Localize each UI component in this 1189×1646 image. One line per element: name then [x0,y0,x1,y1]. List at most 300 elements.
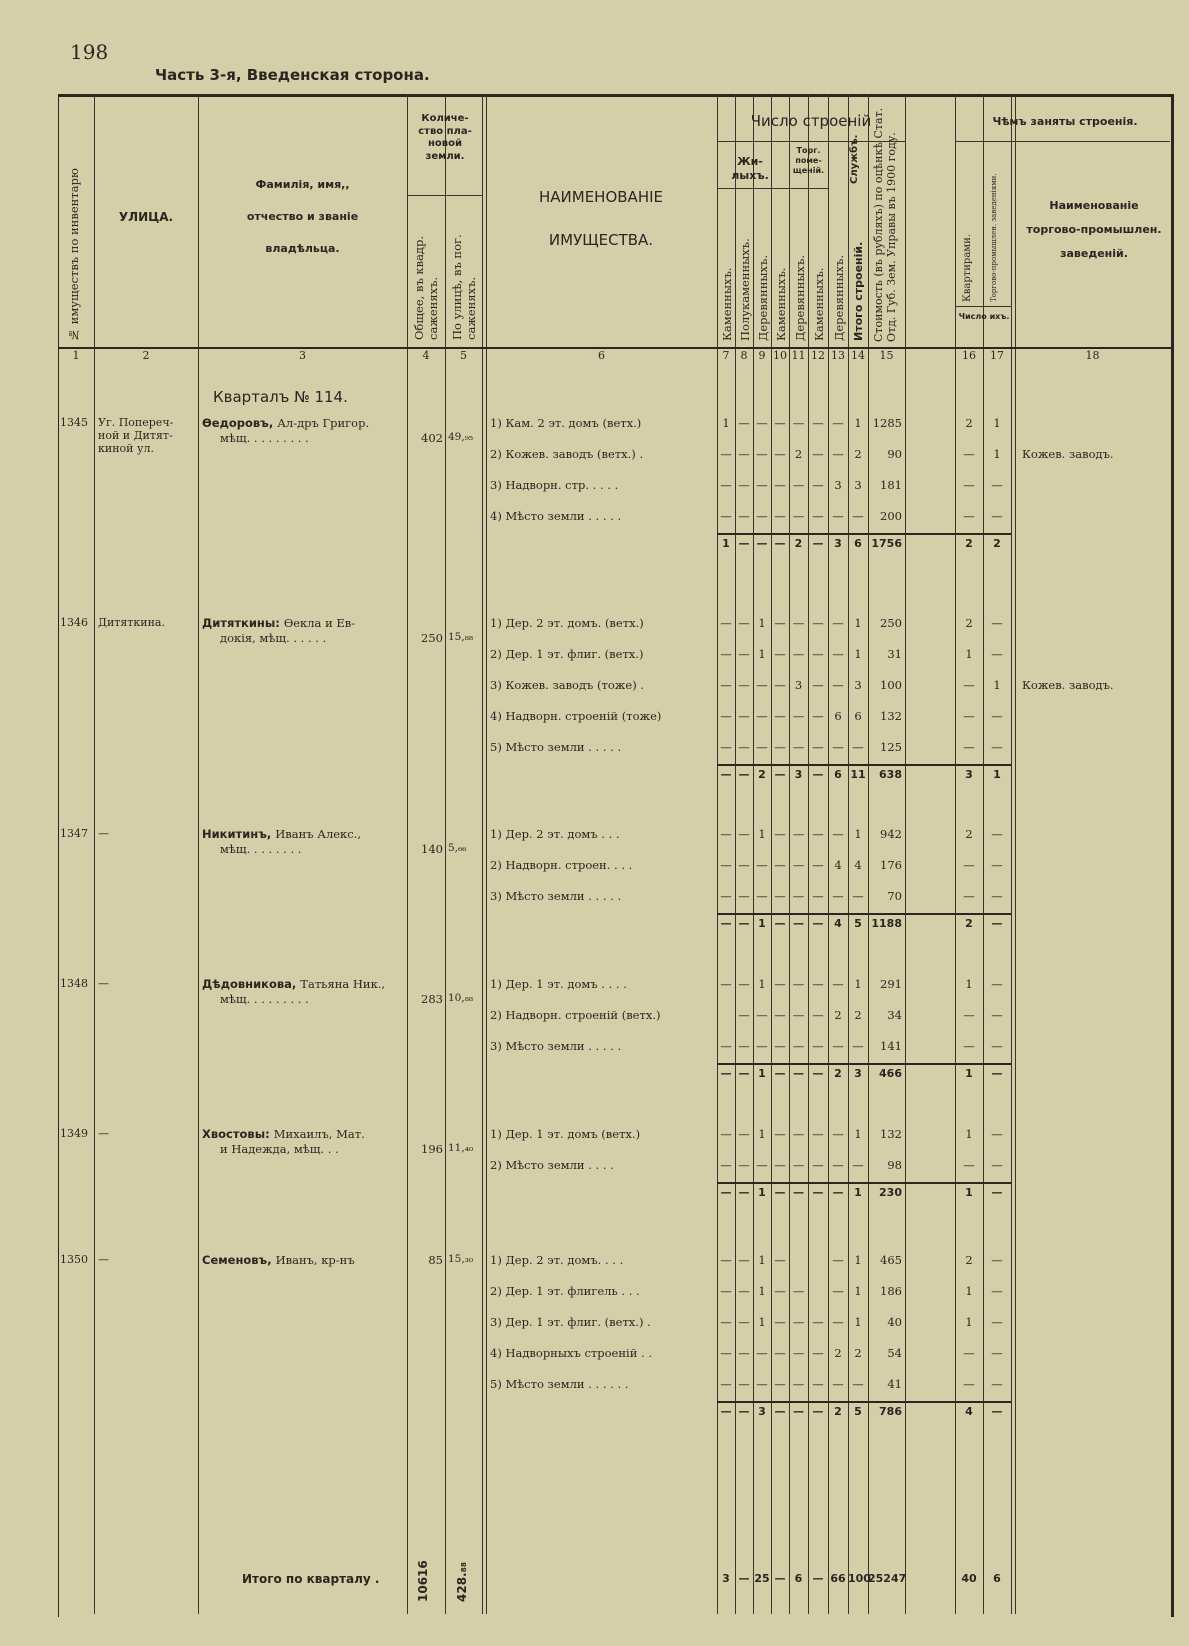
count-cell: — [720,740,732,754]
count-cell: 40 [961,1572,977,1585]
column-number: 7 [722,349,730,362]
count-cell: 1 [758,1186,766,1199]
count-cell: — [991,977,1003,991]
street-name: киной ул. [98,442,154,455]
count-cell: 3 [965,768,973,781]
property-item: 3) Кожев. заводъ (тоже) . [490,678,644,692]
count-cell: — [774,537,786,550]
count-cell: 3 [794,678,803,692]
count-cell: — [720,478,732,492]
count-cell: — [852,1158,864,1172]
owner-surname: Дѣдовникова, [202,977,301,991]
count-cell: — [738,768,750,781]
count-cell: — [832,1127,844,1141]
count-cell: 1 [758,1315,766,1329]
count-cell: — [720,616,732,630]
count-cell: — [991,1405,1003,1418]
count-cell: 1 [758,1067,766,1080]
inventory-number: 1350 [60,1253,88,1266]
count-cell: 1 [965,1186,973,1199]
count-cell: — [738,1067,750,1080]
count-cell: — [963,1377,975,1391]
count-cell: 6 [993,1572,1001,1585]
count-cell: — [774,1572,786,1585]
count-cell: — [792,709,805,723]
count-cell: — [812,858,824,872]
count-cell: 70 [887,889,902,903]
count-cell: — [963,447,975,461]
count-cell: 2 [965,917,973,930]
count-cell: — [792,478,805,492]
count-cell: — [812,1572,824,1585]
owner-details: Ал-дръ Григор. [277,416,370,430]
count-cell: — [738,1284,750,1298]
count-cell: — [756,889,768,903]
count-cell: — [991,889,1003,903]
establishment-name: Кожев. заводъ. [1022,447,1114,461]
count-cell: — [991,1284,1003,1298]
count-cell: 1 [965,647,973,661]
header-est-name-line: торгово-промышлен. [1026,222,1162,236]
column-number: 18 [1085,349,1100,362]
count-cell: — [991,1067,1003,1080]
count-cell: 2 [834,1346,842,1360]
header-service: Службъ. [849,134,860,184]
property-item: 1) Дер. 2 эт. домъ. (ветх.) [490,616,644,630]
count-cell: 2 [834,1067,842,1080]
count-cell: 2 [854,447,862,461]
count-cell: 2 [993,537,1001,550]
count-cell: 66 [830,1572,846,1585]
header-trade: Торг. поме-щеній. [792,146,825,175]
header-wooden: Деревянныхъ. [756,255,770,341]
count-cell: — [991,1377,1003,1391]
count-cell: — [738,616,750,630]
count-cell: 1 [965,1315,973,1329]
count-cell: 4 [834,858,842,872]
count-cell: — [792,858,805,872]
count-cell: — [738,858,750,872]
property-item: 3) Мѣсто земли . . . . . [490,889,622,903]
count-cell: 181 [880,478,902,492]
grand-total-front: 428.₈₈ [455,1561,469,1602]
count-cell: — [792,1127,805,1141]
count-cell: — [720,977,732,991]
count-cell: 465 [880,1253,902,1267]
count-cell: — [756,447,768,461]
property-item: 4) Надворн. строеній (тоже) [490,709,662,723]
count-cell: 40 [887,1315,902,1329]
count-cell: 1 [854,416,862,430]
street-frontage: 49,₉₅ [448,431,474,443]
owner-name [202,416,369,430]
count-cell: — [774,740,786,754]
property-item: 3) Мѣсто земли . . . . . [490,1039,622,1053]
count-cell: — [991,1315,1003,1329]
count-cell: — [792,889,805,903]
count-cell: — [832,1039,844,1053]
street-name: — [98,827,109,840]
count-cell: — [832,1315,844,1329]
count-cell: — [812,917,824,930]
count-cell: — [738,1572,750,1585]
count-cell: 2 [965,537,973,550]
header-stone: Каменныхъ. [720,267,734,341]
count-cell: — [991,1346,1003,1360]
count-cell: — [832,1186,844,1199]
count-cell: — [812,1346,824,1360]
count-cell: — [793,917,804,930]
count-cell: — [792,616,805,630]
count-cell: 3 [794,768,803,781]
count-cell: — [991,478,1003,492]
column-number: 4 [422,349,430,362]
count-cell: — [774,509,786,523]
count-cell: — [812,647,824,661]
count-cell: — [720,1186,732,1199]
count-cell: — [756,1377,768,1391]
count-cell: — [832,889,844,903]
establishment-name: Кожев. заводъ. [1022,678,1114,692]
count-cell: 1 [854,616,862,630]
count-cell: — [738,1405,750,1418]
count-cell: — [812,1315,824,1329]
count-cell: — [991,1127,1003,1141]
header-owner-line: Фамилія, имя,, [255,178,350,191]
count-cell: — [738,977,750,991]
header-property-line: НАИМЕНОВАНІЕ [539,188,663,206]
count-cell: — [812,977,824,991]
count-cell: 176 [880,858,902,872]
count-cell: — [756,1008,768,1022]
street-name: — [98,1253,109,1266]
grand-total-area: 10616 [416,1560,430,1602]
count-cell: — [774,1405,786,1418]
count-cell: — [812,827,824,841]
count-cell: — [812,709,824,723]
count-cell: — [792,647,805,661]
count-cell: — [774,1346,786,1360]
count-cell: — [756,709,768,723]
count-cell: 638 [879,768,902,781]
header-rule [955,306,1011,307]
count-cell: — [738,1377,750,1391]
count-cell: — [738,917,750,930]
count-cell: 1 [993,416,1001,430]
count-cell: — [756,678,768,692]
owner-details: Өекла и Ев- [283,616,356,630]
count-cell: — [812,768,824,781]
owner-surname: Семеновъ, [202,1253,276,1267]
inventory-number: 1346 [60,616,88,629]
header-count: Число ихъ. [958,312,1010,321]
count-cell: — [756,858,768,872]
count-cell: 100 [880,678,902,692]
count-cell: — [738,889,750,903]
count-cell: 4 [965,1405,973,1418]
count-cell: 100 [848,1572,871,1585]
column-number: 12 [811,349,825,362]
land-area: 85 [428,1253,443,1267]
count-cell: — [812,1039,824,1053]
count-cell: 1 [854,1284,862,1298]
count-cell: — [774,416,786,430]
street-name: — [98,1127,109,1140]
count-cell: — [963,478,975,492]
owner-status: докія, мѣщ. . . . . . [220,631,327,645]
header-rule [407,195,482,196]
count-cell: 1188 [871,917,902,930]
count-cell: 6 [854,537,862,550]
count-cell: — [720,858,732,872]
count-cell: 3 [854,478,862,492]
owner-status: мѣщ. . . . . . . . . [220,431,309,445]
count-cell: 1 [854,977,862,991]
count-cell: — [832,1377,844,1391]
count-cell: 4 [854,858,862,872]
property-item: 5) Мѣсто земли . . . . . . [490,1377,629,1391]
header-halfstone: Полукаменныхъ. [738,238,752,341]
count-cell: — [991,509,1003,523]
owner-name [202,1253,355,1267]
count-cell: — [832,827,844,841]
count-cell: — [774,478,786,492]
count-cell: — [720,1315,732,1329]
owner-surname: Дитяткины: [202,616,284,630]
count-cell: — [991,1158,1003,1172]
count-cell: — [832,678,844,692]
column-number: 1 [72,349,80,362]
count-cell: — [852,1377,864,1391]
count-cell: — [738,447,750,461]
count-cell: — [720,1158,732,1172]
count-cell: 942 [880,827,902,841]
owner-name [202,827,361,841]
header-street: УЛИЦА. [118,210,174,224]
owner-status: и Надежда, мѣщ. . . [220,1142,339,1156]
count-cell: 1 [758,1253,766,1267]
owner-details: Михаилъ, Мат. [273,1127,365,1141]
count-cell: 90 [887,447,902,461]
count-cell: 1 [965,1067,973,1080]
count-cell: — [832,1284,844,1298]
count-cell: — [774,1253,786,1267]
count-cell: — [756,1158,768,1172]
count-cell: — [774,1284,786,1298]
count-cell: 1 [758,917,766,930]
street-frontage: 15,₈₈ [448,631,474,643]
count-cell: — [991,827,1003,841]
count-cell: — [738,1346,750,1360]
header-area-total: Общее, въ квадр. саженяхъ. [412,235,440,340]
count-cell: 1 [854,827,862,841]
column-number: 15 [879,349,894,362]
count-cell: 1 [854,1315,862,1329]
street-frontage: 11,₄₀ [448,1142,474,1154]
inventory-number: 1345 [60,416,88,429]
count-cell: 1 [993,768,1001,781]
count-cell: — [792,740,805,754]
count-cell: 25 [754,1572,770,1585]
count-cell: 1 [854,647,862,661]
count-cell: — [852,889,864,903]
property-item: 4) Надворныхъ строеній . . [490,1346,652,1360]
count-cell: — [774,858,786,872]
land-area: 250 [421,631,443,645]
property-item: 3) Дер. 1 эт. флиг. (ветх.) . [490,1315,651,1329]
count-cell: 4 [834,917,842,930]
count-cell: 1 [722,416,730,430]
header-rule [717,188,828,189]
count-cell: — [720,1067,732,1080]
count-cell: 2 [965,416,973,430]
count-cell: — [991,1186,1003,1199]
column-number: 6 [598,349,605,362]
count-cell: — [963,678,975,692]
count-cell: — [812,1008,824,1022]
owner-surname: Хвостовы: [202,1127,274,1141]
land-area: 196 [421,1142,443,1156]
count-cell: 1 [965,977,973,991]
column-number: 10 [773,349,787,362]
owner-name [202,616,355,630]
header-value: Стоимость (въ рубляхъ) по оцѣнкѣ Стат. Отд. Губ. Зем. Управы въ 1900 году. [872,107,898,342]
count-cell: — [738,537,750,550]
count-cell: — [812,447,824,461]
count-cell: — [756,1346,768,1360]
count-cell: 5 [854,1405,862,1418]
count-cell: — [774,447,786,461]
count-cell: — [991,917,1003,930]
count-cell: — [792,509,805,523]
count-cell: — [774,917,786,930]
count-cell: 230 [879,1186,902,1199]
header-owner-line: владѣльца. [265,241,340,255]
count-cell: 132 [880,1127,902,1141]
header-stone: Каменныхъ. [812,267,826,341]
count-cell: — [774,1377,786,1391]
count-cell: 1 [758,1127,766,1141]
count-cell: — [738,416,750,430]
count-cell: 2 [834,1405,842,1418]
subtotal-rule [717,913,1011,915]
count-cell: — [963,509,975,523]
count-cell: — [793,1186,804,1199]
header-owner [205,178,400,255]
count-cell: — [774,1315,786,1329]
count-cell: — [812,1127,824,1141]
count-cell: — [792,827,805,841]
count-cell: — [738,827,750,841]
count-cell: — [832,509,844,523]
subtotal-rule [717,1182,1011,1184]
header-property-line: ИМУЩЕСТВА. [548,230,654,249]
count-cell: 54 [887,1346,902,1360]
column-number: 13 [831,349,845,362]
count-cell: 11 [850,768,866,781]
property-item: 2) Мѣсто земли . . . . [490,1158,614,1172]
header-land-qty: Количе-ство пла-новой земли. [418,113,472,162]
quarter-title: Кварталъ № 114. [213,388,348,406]
count-cell: 1 [758,827,766,841]
count-cell: 3 [834,478,842,492]
owner-status: мѣщ. . . . . . . . [220,842,302,856]
count-cell: — [720,709,732,723]
count-cell: — [852,740,864,754]
count-cell: 31 [887,647,902,661]
street-frontage: 15,₃₀ [448,1253,474,1265]
count-cell: 2 [794,447,803,461]
count-cell: — [991,647,1003,661]
count-cell: 2 [758,768,766,781]
inventory-number: 1348 [60,977,88,990]
count-cell: — [756,1039,768,1053]
count-cell: — [720,1346,732,1360]
header-inventory-no: № имуществъ по инвентарю [67,168,81,342]
count-cell: — [738,1158,750,1172]
count-cell: — [812,537,824,550]
header-rule [955,141,1170,142]
count-cell: — [812,740,824,754]
count-cell: 786 [879,1405,902,1418]
count-cell: — [832,740,844,754]
count-cell: — [812,1405,824,1418]
count-cell: — [963,740,975,754]
count-cell: — [774,1186,786,1199]
count-cell: — [792,1008,805,1022]
count-cell: — [792,1377,805,1391]
count-cell: 2 [854,1346,862,1360]
owner-name [202,1127,365,1141]
count-cell: 3 [834,537,842,550]
count-cell: 141 [880,1039,902,1053]
header-stone: Каменныхъ. [774,267,788,341]
count-cell: — [738,1127,750,1141]
count-cell: — [774,1067,786,1080]
count-cell: — [756,416,768,430]
header-owner-line: отчество и званіе [246,209,359,223]
count-cell: — [812,1186,824,1199]
count-cell: — [991,1253,1003,1267]
count-cell: — [963,1346,975,1360]
count-cell: — [991,709,1003,723]
count-cell: 25247 [868,1572,907,1585]
street-name: Уг. Попереч- [98,416,174,429]
count-cell: — [720,768,732,781]
count-cell: — [738,1008,750,1022]
owner-details: Иванъ Алекс., [275,827,361,841]
street-name: — [98,977,109,990]
property-item: 2) Дер. 1 эт. флиг. (ветх.) [490,647,644,661]
count-cell: — [738,740,750,754]
count-cell: — [963,1008,975,1022]
count-cell: — [812,1377,824,1391]
property-item: 1) Кам. 2 эт. домъ (ветх.) [490,416,642,430]
column-rule [482,94,483,1614]
count-cell: — [738,1253,750,1267]
count-cell: — [720,678,732,692]
count-cell: — [720,917,732,930]
count-cell: — [720,509,732,523]
count-cell: — [812,478,824,492]
property-item: 5) Мѣсто земли . . . . . [490,740,622,754]
column-number: 16 [962,349,976,362]
count-cell: — [738,647,750,661]
count-cell: — [963,1158,975,1172]
count-cell: — [774,678,786,692]
count-cell: 186 [880,1284,902,1298]
count-cell: 3 [854,1067,862,1080]
